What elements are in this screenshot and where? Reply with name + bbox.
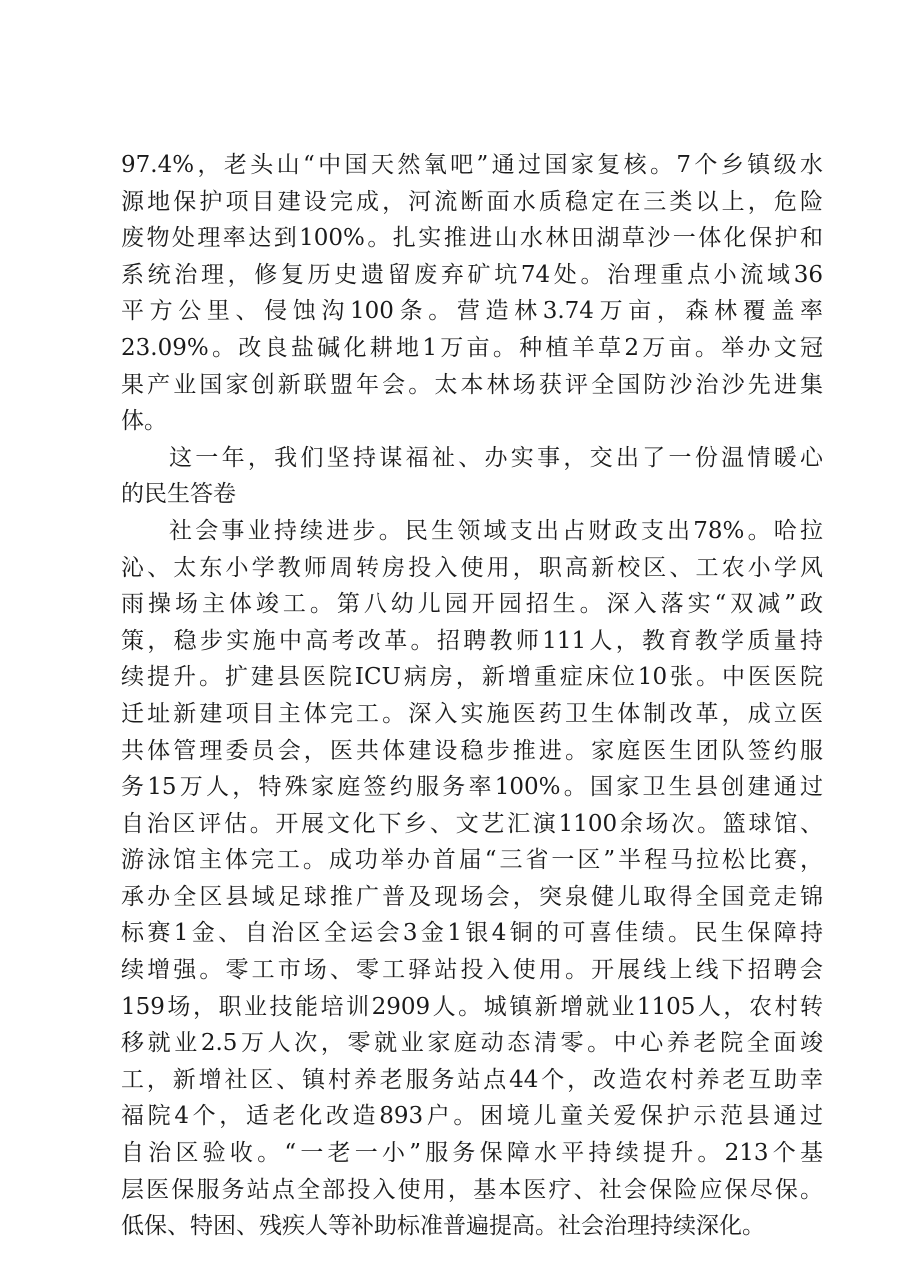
text-line: 游泳馆主体完工。成功举办首届“三省一区”半程马拉松比赛， xyxy=(121,847,823,874)
text-line: 雨操场主体竣工。第八幼儿园开园招生。深入落实“双减”政 xyxy=(121,591,823,618)
text-line: 低保、特困、残疾人等补助标准普遍提高。社会治理持续深化。 xyxy=(121,1213,765,1240)
text-line: 体。 xyxy=(121,408,167,435)
text-line: 续增强。零工市场、零工驿站投入使用。开展线上线下招聘会 xyxy=(121,957,823,984)
text-line: 97.4%，老头山“中国天然氧吧”通过国家复核。7个乡镇级水 xyxy=(121,152,823,178)
text-line: 自治区评估。开展文化下乡、文艺汇演1100余场次。篮球馆、 xyxy=(121,810,823,837)
environment-paragraph xyxy=(121,147,823,440)
text-line: 策，稳步实施中高考改革。招聘教师111人，教育教学质量持 xyxy=(121,627,823,654)
text-line: 务15万人，特殊家庭签约服务率100%。国家卫生县创建通过 xyxy=(121,774,823,801)
text-line: 社会事业持续进步。民生领域支出占财政支出78%。哈拉 xyxy=(169,517,823,544)
text-line: 源地保护项目建设完成，河流断面水质稳定在三类以上，危险 xyxy=(121,188,823,215)
social-affairs-paragraph xyxy=(121,513,823,1245)
text-line: 23.09%。改良盐碱化耕地1万亩。种植羊草2万亩。举办文冠 xyxy=(121,334,823,361)
text-line: 标赛1金、自治区全运会3金1银4铜的可喜佳绩。民生保障持 xyxy=(121,920,823,947)
text-line: 承办全区县域足球推广普及现场会，突泉健儿取得全国竞走锦 xyxy=(121,883,823,910)
text-line: 系统治理，修复历史遗留废弃矿坑74处。治理重点小流域36 xyxy=(121,261,823,288)
text-line: 的民生答卷 xyxy=(121,481,236,508)
document-page xyxy=(121,147,823,1245)
text-line: 果产业国家创新联盟年会。太本林场获评全国防沙治沙先进集 xyxy=(121,371,823,398)
text-line: 平方公里、侵蚀沟100条。营造林3.74万亩，森林覆盖率 xyxy=(121,298,823,325)
text-line: 废物处理率达到100%。扎实推进山水林田湖草沙一体化保护和 xyxy=(121,225,823,252)
text-line: 工，新增社区、镇村养老服务站点44个，改造农村养老互助幸 xyxy=(121,1066,823,1093)
text-line: 层医保服务站点全部投入使用，基本医疗、社会保险应保尽保。 xyxy=(121,1176,823,1203)
livelihood-heading-paragraph xyxy=(121,440,823,513)
text-line: 移就业2.5万人次，零就业家庭动态清零。中心养老院全面竣 xyxy=(121,1030,823,1057)
text-line: 福院4个，适老化改造893户。困境儿童关爱保护示范县通过 xyxy=(121,1103,823,1130)
text-line: 自治区验收。“一老一小”服务保障水平持续提升。213个基 xyxy=(121,1140,823,1167)
text-line: 共体管理委员会，医共体建设稳步推进。家庭医生团队签约服 xyxy=(121,737,823,764)
text-line: 159场，职业技能培训2909人。城镇新增就业1105人，农村转 xyxy=(121,993,823,1020)
text-line: 沁、太东小学教师周转房投入使用，职高新校区、工农小学风 xyxy=(121,554,823,581)
text-line: 续提升。扩建县医院ICU病房，新增重症床位10张。中医医院 xyxy=(121,664,823,691)
text-line: 这一年，我们坚持谋福祉、办实事，交出了一份温情暖心 xyxy=(169,444,823,471)
text-line: 迁址新建项目主体完工。深入实施医药卫生体制改革，成立医 xyxy=(121,700,823,727)
